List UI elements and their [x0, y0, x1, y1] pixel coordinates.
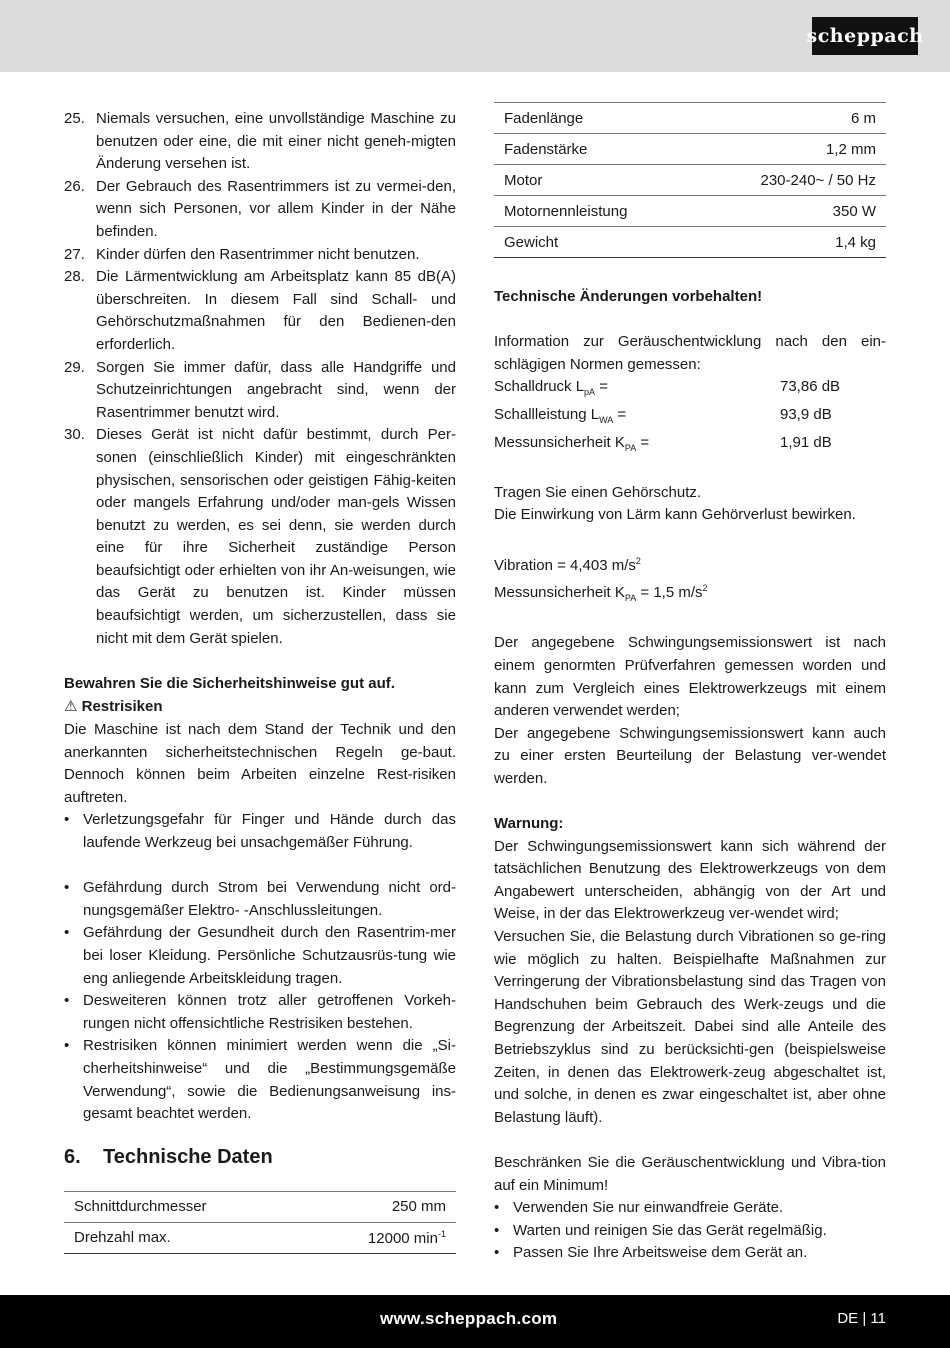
noise-label: Schallleistung $L_{WA}$ = [494, 405, 627, 425]
table-row [64, 1222, 456, 1253]
section-heading [64, 1146, 456, 1169]
noise-value: 93,9 dB [780, 405, 832, 423]
table-label: Fadenlänge [494, 103, 696, 134]
noise-value: 1,91 dB [780, 433, 832, 451]
bullet-text: Gefährdung der Gesundheit durch den Rasentrim-mer bei loser Kleidung. Persönliche Schutzausrüs-tung wie eng anliegende Arbeitskleidung tragen. [83, 924, 456, 987]
item-text: Der Gebrauch des Rasentrimmers ist zu vermei-den, wenn sich Personen, vor allem Kinder in der Nähe befinden. [96, 177, 456, 240]
changes-note: Technische Änderungen vorbehalten! [494, 288, 763, 305]
list-item [64, 266, 456, 356]
noise-row [494, 404, 886, 432]
item-text: Dieses Gerät ist nicht dafür bestimmt, durch Per-sonen (einschließlich Kinder) mit eingeschränkten physischen, sensorischen oder geistigen Fähig-keiten oder mangels Erfahrung und/oder man-gels Wissen benutzt zu werden, es sei denn, sie werden durch eine für ihre Sicherheit zuständige Person beaufsichtigt oder erhielten von ihr An-weisungen, wie das Gerät zu benutzen ist. Kinder müssen beaufsichtigt werden, um sicherzustellen, dass sie nicht mit dem Gerät spielen. [96, 426, 456, 647]
table-value: 12000 min [367, 1229, 438, 1247]
noise-row [494, 432, 886, 460]
bullet-text: Verwenden Sie nur einwandfreie Geräte. [513, 1199, 784, 1217]
noise-intro: Information zur Geräuschentwicklung nach den ein-schlägigen Normen gemessen: [494, 333, 886, 373]
warning-title: Warnung: [494, 815, 564, 833]
tech-data-table-left [64, 1191, 456, 1254]
table-label: Motornennleistung [494, 196, 696, 227]
item-text: Sorgen Sie immer dafür, dass alle Handgriffe und Schutzeinrichtungen angebracht sind, wenn der Rasentrimmer benutzt wird. [96, 358, 456, 421]
item-text: Die Lärmentwicklung am Arbeitsplatz kann 85 dB(A) überschreiten. In diesem Fall sind Schall- und Gehörschutzmaßnahmen für den Bedienen-den erforderlich. [96, 268, 456, 353]
table-value: 230-240~ / 50 Hz [696, 165, 886, 196]
keep-instructions-note: Bewahren Sie die Sicherheitshinweise gut auf. [64, 674, 395, 692]
bullet-icon: • [64, 924, 70, 942]
item-number: 29. [64, 358, 85, 376]
table-row [494, 134, 886, 165]
table-row [494, 196, 886, 227]
bullet-icon: • [494, 1199, 500, 1217]
table-label: Gewicht [494, 227, 696, 258]
bullet-item [494, 1220, 886, 1243]
table-value: 1,4 kg [696, 227, 886, 258]
list-item [64, 357, 456, 425]
item-number: 27. [64, 245, 85, 263]
table-label: Drehzahl max. [64, 1222, 303, 1253]
bullet-icon: • [494, 1244, 500, 1262]
bullet-item [64, 1035, 456, 1125]
header-bar [0, 0, 950, 72]
hearing-loss-text: Die Einwirkung von Lärm kann Gehörverlust bewirken. [494, 506, 856, 524]
bullet-item [494, 1242, 886, 1265]
noise-label: Schalldruck $L_{pA}$ = [494, 378, 608, 398]
noise-label: Messunsicherheit $K_{PA}$ = [494, 433, 650, 453]
item-number: 26. [64, 177, 85, 195]
table-row [64, 1191, 456, 1222]
section-title: Technische Daten [103, 1145, 273, 1168]
vibration-uncertainty: Messunsicherheit $K_{PA} = 1,5$ $m/s^2$ [494, 583, 708, 604]
bullet-icon: • [64, 1037, 70, 1055]
table-label: Fadenstärke [494, 134, 696, 165]
page-number: 11 [870, 1310, 886, 1327]
list-item [64, 176, 456, 244]
warning-text-2: Versuchen Sie, die Belastung durch Vibrationen so ge-ring wie möglich zu halten. Beispielhafte Maßnahmen zur Verringerung der Vibrationsbelastung sind das Tragen von Handschuhen beim Gebrauch des Werk-zeugs und die Begrenzung der Arbeitszeit. Dabei sind alle Anteile des Betriebszyklus sind zu berücksichti-gen (beispielsweise Zeiten, in denen das Elektrowerk-zeug abgeschaltet ist, und solche, in denen es zwar eingeschaltet ist, aber ohne Belastung läuft). [494, 928, 886, 1126]
limit-text: Beschränken Sie die Geräuschentwicklung und Vibra-tion auf ein Minimum! [494, 1153, 886, 1194]
table-value: 350 W [696, 196, 886, 227]
table-value: 6 m [696, 103, 886, 134]
left-column [64, 108, 456, 1254]
noise-row [494, 376, 886, 404]
vibration-value: Vibration = 4,403 $m/s^2$ [494, 555, 641, 574]
table-label: Motor [494, 165, 696, 196]
footer-bar [0, 1295, 950, 1348]
restrisiken-heading [64, 695, 456, 719]
list-item [64, 244, 456, 267]
item-number: 28. [64, 268, 85, 286]
section-number: 6. [64, 1145, 81, 1168]
language-code: DE [837, 1310, 859, 1327]
bullet-item [64, 877, 456, 922]
restrisiken-text: Die Maschine ist nach dem Stand der Technik und den anerkannten sicherheitstechnischen Regeln ge-baut. Dennoch können beim Arbeiten einzelne Rest-risiken auftreten. [64, 721, 456, 806]
bullet-text: Passen Sie Ihre Arbeitsweise dem Gerät an. [513, 1244, 808, 1262]
table-row [494, 165, 886, 196]
bullet-icon: • [64, 879, 70, 897]
table-value: 250 mm [303, 1191, 456, 1222]
emission-text-1: Der angegebene Schwingungsemissionswert ist nach einem genormten Prüfverfahren gemessen worden und kann zum Vergleich eines Elektrowerkzeugs mit einem anderen verwendet werden; [494, 634, 886, 720]
noise-value: 73,86 dB [780, 378, 841, 396]
warning-text-1: Der Schwingungsemissionswert kann sich während der tatsächlichen Benutzung des Elektrowerkzeugs von dem Angabewert unterscheiden, abhängig von der Art und Weise, in der das Elektrowerkzeug ver-wendet wird; [494, 837, 886, 923]
bullet-item [64, 922, 456, 990]
list-item [64, 424, 456, 650]
page-indicator: DE | 11 [837, 1310, 886, 1327]
table-value: 1,2 mm [696, 134, 886, 165]
bullet-text: Desweiteren können trotz aller getroffenen Vorkeh-rungen nicht offensichtliche Restrisiken bestehen. [83, 992, 456, 1032]
hearing-protection-text: Tragen Sie einen Gehörschutz. [494, 483, 702, 501]
bullet-text: Gefährdung durch Strom bei Verwendung nicht ord-nungsgemäßer Elektro- -Anschlussleitungen. [83, 879, 456, 919]
bullet-text: Restrisiken können minimiert werden wenn die „Si-cherheitshinweise“ und die „Bestimmungsgemäße Verwendung“, sowie die Bedienungsanweisung ins-gesamt beachtet werden. [83, 1037, 456, 1123]
table-label: Schnittdurchmesser [64, 1191, 303, 1222]
item-text: Niemals versuchen, eine unvollständige Maschine zu benutzen oder eine, die mit einer nicht geneh-migten Änderung versehen ist. [96, 110, 456, 173]
item-number: 30. [64, 426, 85, 444]
right-column [494, 102, 886, 1265]
table-value-cell [303, 1222, 456, 1253]
bullet-item [64, 990, 456, 1035]
bullet-item [494, 1197, 886, 1220]
restrisiken-title: Restrisiken [81, 698, 163, 716]
bullet-icon: • [494, 1221, 500, 1239]
bullet-icon: • [64, 992, 70, 1010]
item-text: Kinder dürfen den Rasentrimmer nicht benutzen. [96, 245, 420, 263]
bullet-item [64, 809, 456, 854]
bullet-text: Verletzungsgefahr für Finger und Hände durch das laufende Werkzeug bei unsachgemäßer Führung. [83, 811, 456, 851]
table-value-sup: -1 [437, 1228, 446, 1239]
table-row [494, 103, 886, 134]
bullet-text: Warten und reinigen Sie das Gerät regelmäßig. [513, 1221, 827, 1239]
scheppach-logo: scheppach [812, 17, 918, 55]
emission-text-2: Der angegebene Schwingungsemissionswert kann auch zu einer ersten Beurteilung der Belastung ver-wendet werden. [494, 724, 886, 787]
warning-triangle-icon: ⚠ [64, 697, 78, 716]
table-row [494, 227, 886, 258]
list-item [64, 108, 456, 176]
bullet-icon: • [64, 811, 70, 829]
website-link[interactable]: www.scheppach.com [380, 1309, 558, 1328]
tech-data-table-right [494, 102, 886, 258]
item-number: 25. [64, 110, 85, 127]
